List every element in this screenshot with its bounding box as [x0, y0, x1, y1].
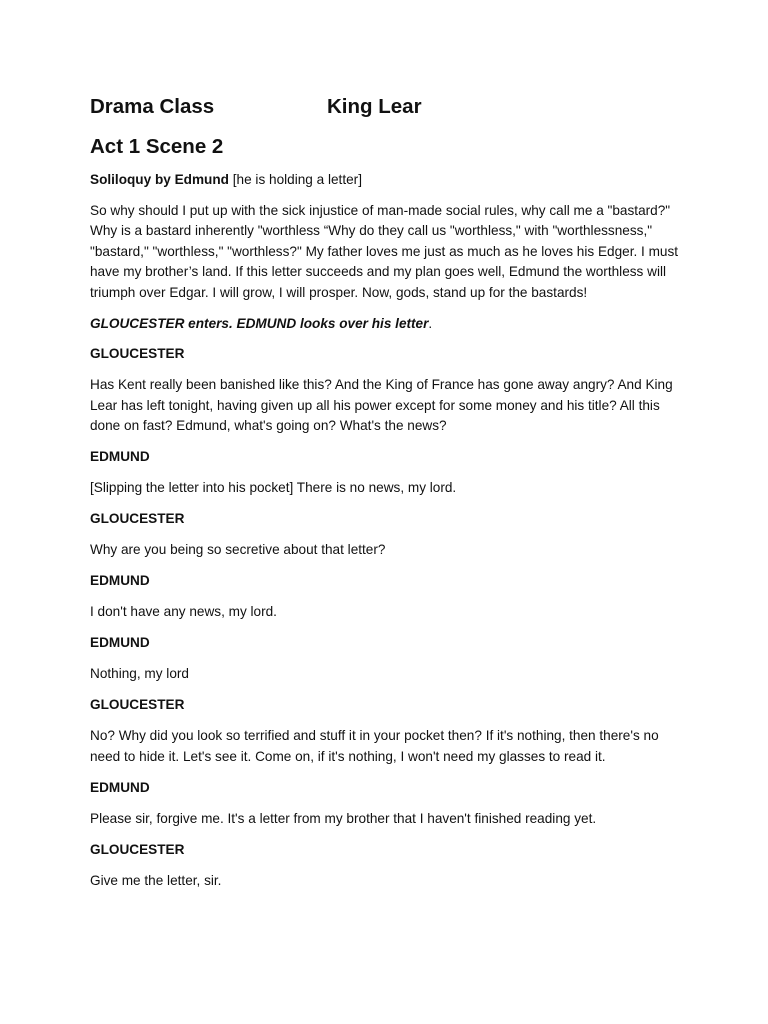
act-scene-heading: Act 1 Scene 2 — [90, 135, 224, 158]
speaker-name: GLOUCESTER — [90, 346, 185, 362]
stage-direction — [90, 314, 682, 335]
dialogue-line: Has Kent really been banished like this? And the King of France has gone away angry? And King Lear has left tonight, having given up all his power except for some money and his title? All this done on fast? Edmund, what's going on? What's the news? — [90, 377, 673, 434]
soliloquy-heading-paragraph — [90, 170, 682, 191]
speaker-name: EDMUND — [90, 779, 150, 795]
soliloquy-direction: [he is holding a letter] — [228, 172, 362, 187]
speaker-name: EDMUND — [90, 449, 150, 465]
soliloquy-text: So why should I put up with the sick injustice of man-made social rules, why call me a "bastard?" Why is a bastard inherently "worthless “Why do they call us "worthless," with "worthlessness," "bastard," "worthless," "worthless?" My father loves me just as much as he loves his Edger. I must have my brother’s land. If this letter succeeds and my plan goes well, Edmund the worthless will triumph over Edgar. I will grow, I will prosper. Now, gods, stand up for the bastards! — [90, 202, 679, 300]
stage-direction-text: GLOUCESTER enters. EDMUND looks over his letter — [90, 315, 429, 331]
soliloquy-heading: Soliloquy by Edmund — [90, 172, 229, 187]
title-row — [90, 92, 682, 122]
speaker-name: EDMUND — [90, 635, 150, 651]
dialogue-line: Give me the letter, sir. — [90, 872, 222, 888]
play-title: King Lear — [327, 95, 422, 118]
dialogue-line: [Slipping the letter into his pocket] There is no news, my lord. — [90, 480, 457, 496]
class-title: Drama Class — [90, 95, 215, 118]
dialogue-line: Please sir, forgive me. It's a letter from my brother that I haven't finished reading yet. — [90, 810, 597, 826]
dialogue-line: Why are you being so secretive about that letter? — [90, 542, 386, 558]
speaker-name: GLOUCESTER — [90, 697, 185, 713]
dialogue-line: Nothing, my lord — [90, 666, 189, 682]
speaker-name: GLOUCESTER — [90, 511, 185, 527]
speaker-name: EDMUND — [90, 573, 150, 589]
stage-direction-period: . — [428, 315, 433, 331]
dialogue-line: I don't have any news, my lord. — [90, 604, 277, 620]
dialogue-line: No? Why did you look so terrified and stuff it in your pocket then? If it's nothing, then there's no need to hide it. Let's see it. Come on, if it's nothing, I won't need my glasses to read it. — [90, 728, 659, 764]
speaker-name: GLOUCESTER — [90, 841, 185, 857]
